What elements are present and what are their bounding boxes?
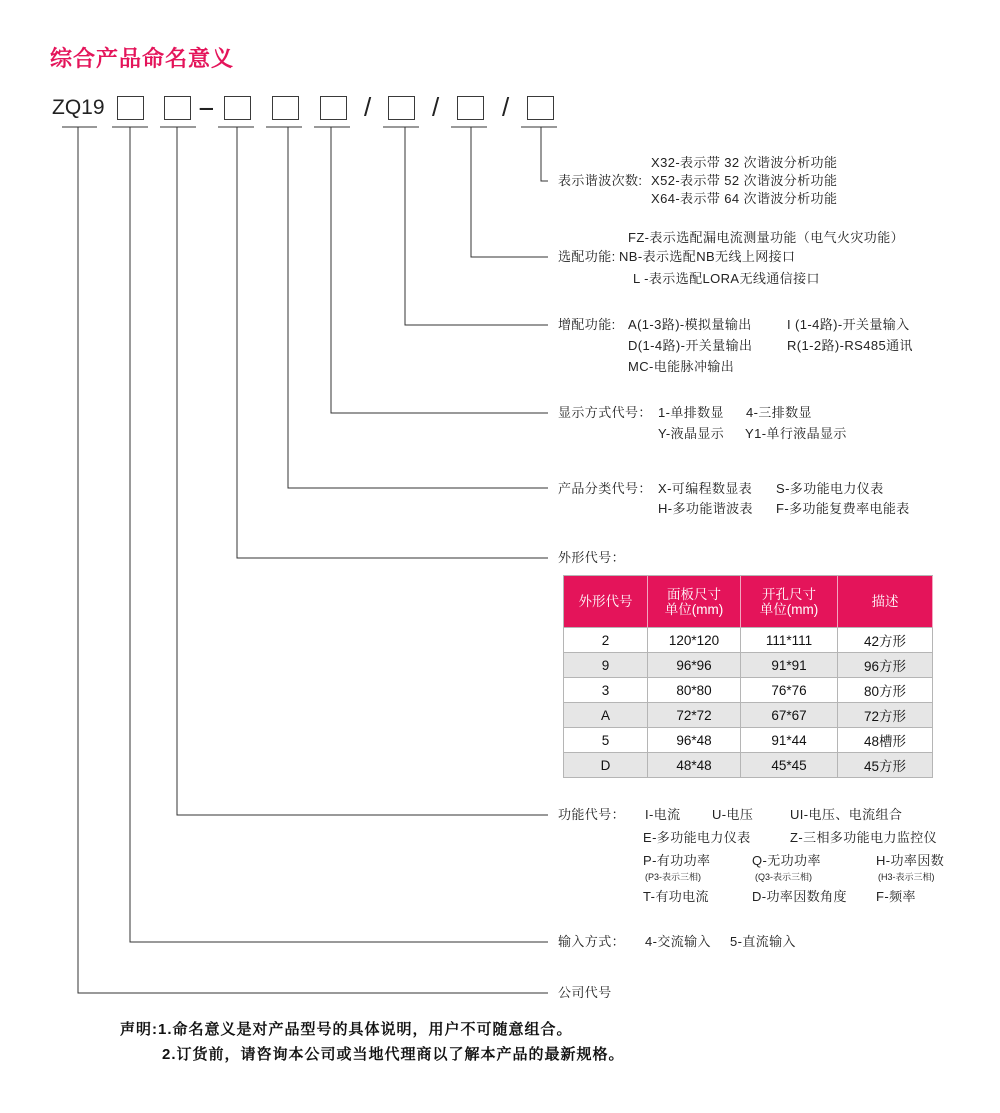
page-title: 综合产品命名意义 (50, 46, 235, 71)
function-code-item: UI-电压、电流组合 (790, 807, 903, 822)
display-mode-item: Y-液晶显示 (658, 426, 725, 441)
added-function-item: A(1-3路)-模拟量输出 (628, 317, 752, 332)
header-unit: 单位(mm) (664, 601, 724, 617)
table-header-cell (741, 576, 838, 628)
input-mode-item: 4-交流输入 (645, 934, 711, 949)
harmonics-item: X32-表示带 32 次谐波分析功能 (651, 155, 838, 170)
product-category-item: F-多功能复费率电能表 (776, 501, 910, 516)
function-code-item: E-多功能电力仪表 (643, 830, 751, 845)
function-code-item: D-功率因数角度 (752, 889, 847, 904)
table-cell: 96方形 (838, 653, 933, 678)
display-mode-item: Y1-单行液晶显示 (745, 426, 847, 441)
code-slot-8 (527, 96, 554, 120)
optional-function-item: L -表示选配LORA无线通信接口 (633, 271, 820, 286)
code-slot-1 (117, 96, 144, 120)
code-slot-2 (164, 96, 191, 120)
table-cell: 72方形 (838, 703, 933, 728)
function-code-note: (H3-表示三相) (878, 872, 935, 882)
product-category-label: 产品分类代号： (558, 481, 652, 496)
table-cell: A (564, 703, 648, 728)
table-cell: 48槽形 (838, 728, 933, 753)
added-function-item: MC-电能脉冲输出 (628, 359, 735, 374)
table-cell: 96*96 (648, 653, 741, 678)
table-cell: 5 (564, 728, 648, 753)
table-cell: 42方形 (838, 628, 933, 653)
code-slot-5 (320, 96, 347, 120)
code-prefix: ZQ19 (52, 96, 105, 119)
header-text: 外形代号 (578, 594, 633, 609)
table-header-cell (648, 576, 741, 628)
table-cell: 9 (564, 653, 648, 678)
code-dash-glyph: - (197, 92, 216, 122)
harmonics-label: 表示谐波次数: (558, 173, 643, 188)
table-cell: 3 (564, 678, 648, 703)
code-slot-7 (457, 96, 484, 120)
function-code-label: 功能代号： (558, 807, 626, 822)
table-cell: 2 (564, 628, 648, 653)
function-code-note: (Q3-表示三相) (755, 872, 812, 882)
table-header-cell (564, 576, 648, 628)
product-category-item: X-可编程数显表 (658, 481, 753, 496)
code-slot-6 (388, 96, 415, 120)
optional-functions-label: 选配功能: (558, 249, 616, 264)
table-cell: 80*80 (648, 678, 741, 703)
function-code-item: U-电压 (712, 807, 754, 822)
code-slash-3: / (502, 92, 510, 122)
table-header-cell (838, 576, 933, 628)
header-text: 开孔尺寸 (762, 586, 816, 602)
harmonics-item: X52-表示带 52 次谐波分析功能 (651, 173, 838, 188)
code-slash-2: / (432, 92, 440, 122)
table-cell: 45方形 (838, 753, 933, 778)
table-cell: 91*44 (741, 728, 838, 753)
company-code-label: 公司代号 (558, 985, 612, 1000)
statement-line: 2.订货前，请咨询本公司或当地代理商以了解本产品的最新规格。 (162, 1046, 625, 1063)
header-text: 面板尺寸 (667, 586, 721, 602)
display-mode-label: 显示方式代号： (558, 405, 652, 420)
added-function-item: D(1-4路)-开关量输出 (628, 338, 753, 353)
table-cell: 76*76 (741, 678, 838, 703)
table-cell: D (564, 753, 648, 778)
function-code-item: F-频率 (876, 889, 916, 904)
table-cell: 111*111 (741, 628, 838, 653)
statement-line: 声明:1.命名意义是对产品型号的具体说明，用户不可随意组合。 (120, 1021, 573, 1038)
optional-function-item: NB-表示选配NB无线上网接口 (619, 249, 796, 264)
input-mode-label: 输入方式： (558, 934, 626, 949)
product-category-item: H-多功能谐波表 (658, 501, 753, 516)
function-code-item: Z-三相多功能电力监控仪 (790, 830, 938, 845)
added-function-item: I (1-4路)-开关量输入 (787, 317, 910, 332)
input-mode-item: 5-直流输入 (730, 934, 796, 949)
header-unit: 单位(mm) (759, 601, 819, 617)
table-cell: 96*48 (648, 728, 741, 753)
table-cell: 45*45 (741, 753, 838, 778)
code-slot-3 (224, 96, 251, 120)
table-cell: 72*72 (648, 703, 741, 728)
code-slash-1: / (364, 92, 372, 122)
table-cell: 120*120 (648, 628, 741, 653)
header-text: 描述 (871, 594, 899, 609)
table-cell: 48*48 (648, 753, 741, 778)
display-mode-item: 1-单排数显 (658, 405, 724, 420)
function-code-item: P-有功功率 (643, 853, 711, 868)
shape-table (563, 575, 933, 778)
function-code-item: T-有功电流 (643, 889, 709, 904)
harmonics-item: X64-表示带 64 次谐波分析功能 (651, 191, 838, 206)
table-cell: 91*91 (741, 653, 838, 678)
product-category-item: S-多功能电力仪表 (776, 481, 884, 496)
table-cell: 67*67 (741, 703, 838, 728)
function-code-item: Q-无功功率 (752, 853, 821, 868)
function-code-item: H-功率因数 (876, 853, 945, 868)
code-dash (197, 92, 216, 122)
function-code-note: (P3-表示三相) (645, 872, 701, 882)
code-slot-4 (272, 96, 299, 120)
table-cell: 80方形 (838, 678, 933, 703)
optional-function-item: FZ-表示选配漏电流测量功能（电气火灾功能） (628, 230, 905, 245)
function-code-item: I-电流 (645, 807, 681, 822)
added-function-item: R(1-2路)-RS485通讯 (787, 338, 913, 353)
display-mode-item: 4-三排数显 (746, 405, 812, 420)
added-functions-label: 增配功能: (558, 317, 616, 332)
shape-code-label: 外形代号： (558, 550, 626, 565)
